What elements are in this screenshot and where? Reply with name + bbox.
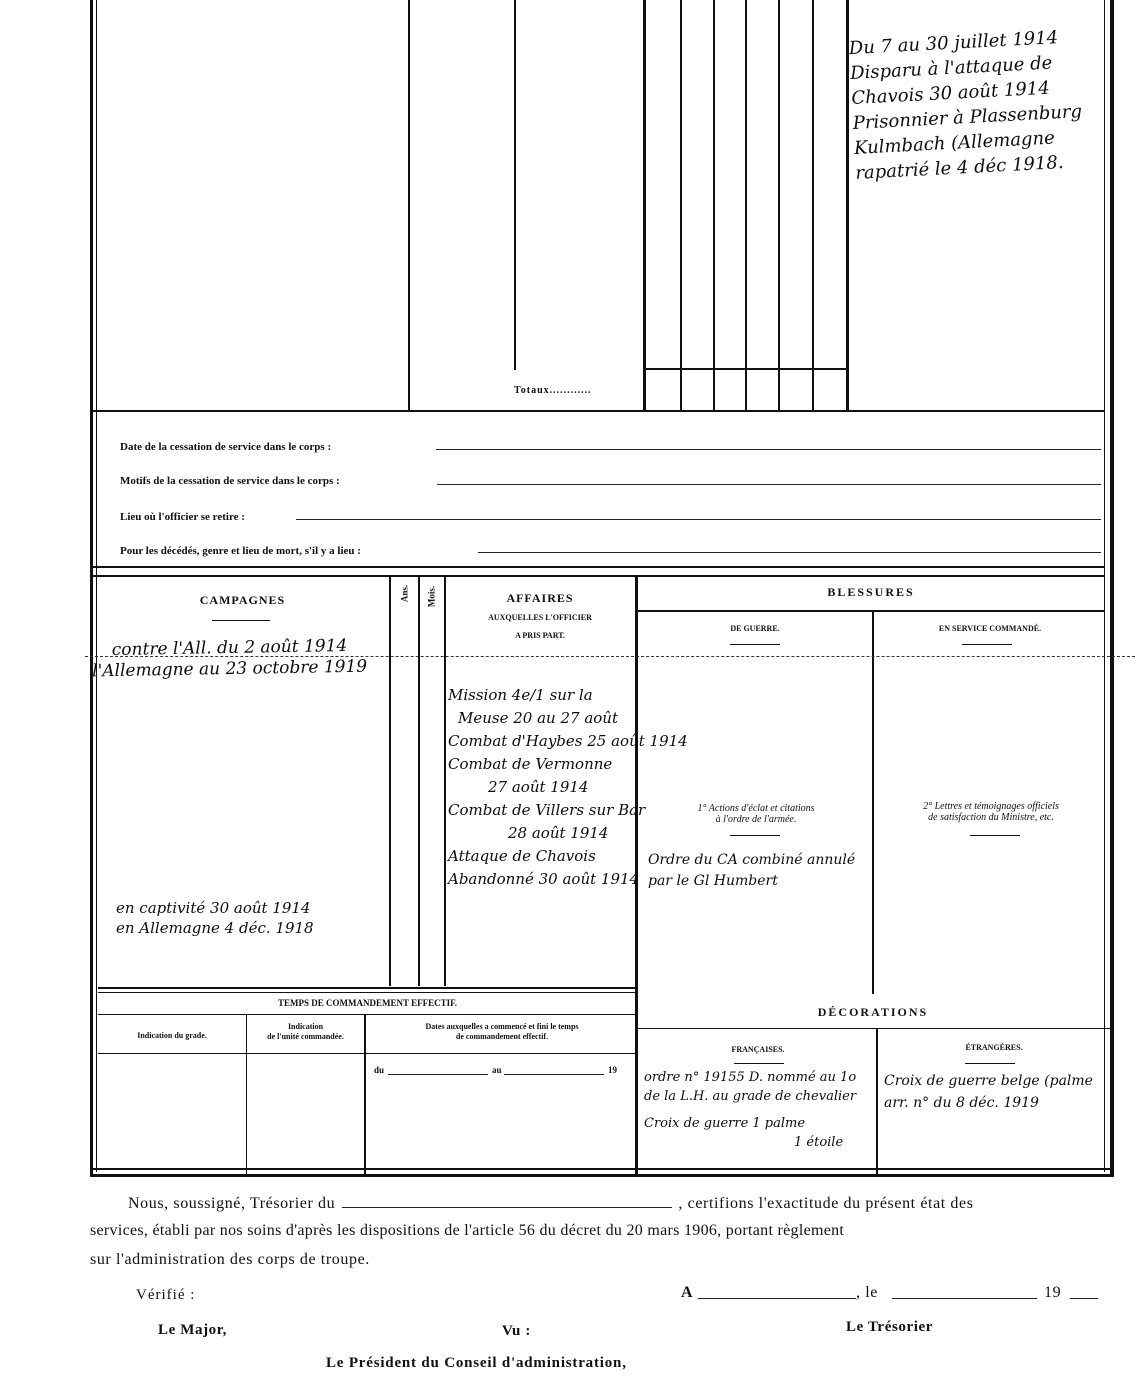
column-line [846,0,849,412]
temps-subheader-divider [98,1053,636,1054]
francaises-note-line: 1 étoile [794,1135,844,1150]
column-line [389,576,391,986]
service-note-line: Chavois 30 août 1914 [850,77,1051,110]
service-note-line: rapatrié le 4 déc 1918. [854,152,1065,184]
affaires-note-line: Combat de Villers sur Bar [448,801,646,819]
column-line [872,612,874,994]
column-line [812,0,814,412]
grade-header: Indication du grade. [137,1031,207,1040]
service-note [848,24,1085,186]
column-line [745,0,747,412]
header-divider [637,610,1105,612]
affaires-note-line: Combat d'Haybes 25 août 1914 [448,732,688,750]
unite-header-line: Indication [287,1022,324,1031]
temps-top-border [98,987,636,989]
le-label: , le [856,1284,878,1301]
etrangeres-note-line: Croix de guerre belge (palme [884,1073,1093,1089]
column-line [514,0,516,370]
column-line [713,0,715,412]
captivity-note-line: en Allemagne 4 déc. 1918 [116,919,314,937]
decorations-divider [637,1028,1112,1029]
affaires-note-line: 27 août 1914 [488,778,589,796]
certification-line-1 [128,1195,974,1213]
year-label: 19 [608,1065,617,1075]
section-divider [93,410,1105,412]
cessation-motifs-label: Motifs de la cessation de service dans le corps : [120,475,340,487]
place-field[interactable] [698,1298,856,1299]
certification-line-3: sur l'administration des corps de troupe. [90,1251,370,1268]
death-info-label: Pour les décédés, genre et lieu de mort, s'il y a lieu : [120,545,361,557]
table-bottom-border-2 [90,1174,1114,1177]
header-rule [962,644,1012,645]
service-note-line: Prisonnier à Plassenburg [852,100,1083,134]
temps-top-border-2 [98,992,636,993]
cessation-date-label: Date de la cessation de service dans le corps : [120,441,332,453]
en-service-header: EN SERVICE COMMANDÉ. [938,624,1042,633]
column-line [643,0,646,412]
lettres-label [875,801,1107,823]
a-label: A [681,1284,694,1301]
outer-right-border [1110,0,1114,1176]
header-rule [212,620,270,621]
de-guerre-header: DE GUERRE. [730,624,780,633]
francaises-note-line: ordre n° 19155 D. nommé au 1o [644,1070,857,1085]
header-rule [730,835,780,836]
affaires-note-line: Attaque de Chavois [448,847,596,865]
decorations-header: DÉCORATIONS [817,1005,929,1019]
dates-header [368,1022,636,1042]
campagnes-header: CAMPAGNES [199,593,286,607]
tresorier-label: Le Trésorier [846,1319,934,1335]
header-rule [730,644,780,645]
certification-line-2: services, établi par nos soins d'après les dispositions de l'article 56 du décret du 20 mars 1906, portant règlement [90,1222,845,1239]
major-label: Le Major, [158,1322,227,1338]
certification-text: Nous, soussigné, Trésorier du [128,1195,336,1212]
campagnes-note [92,636,368,683]
du-field[interactable] [388,1074,488,1075]
service-note-line: Disparu à l'attaque de [849,52,1053,85]
francaises-note [644,1068,856,1152]
actions-note-line: par le Gl Humbert [648,873,778,889]
francaises-note-line: de la L.H. au grade de chevalier [644,1089,857,1104]
dates-header-line: Dates auxquelles a commencé et fini le temps [425,1022,579,1031]
vu-label: Vu : [502,1323,531,1339]
service-note-line: Du 7 au 30 juillet 1914 [848,27,1059,60]
table-bottom-border [93,1168,1113,1170]
actions-label-line: à l'ordre de l'armée. [715,814,797,825]
column-line [418,576,420,986]
du-label: du [374,1065,385,1075]
date-field[interactable] [892,1298,1037,1299]
etrangeres-note-line: arr. n° du 8 déc. 1919 [884,1095,1039,1111]
etrangeres-header: ÉTRANGÈRES. [965,1043,1023,1052]
column-line [246,1015,247,1175]
unite-header-line: de l'unité commandée. [267,1032,344,1041]
actions-note [648,850,855,892]
year-field[interactable] [1070,1298,1098,1299]
column-line [408,0,410,412]
dates-header-line: de commandement effectif. [455,1032,549,1041]
table-top-border-2 [93,575,1105,577]
verifie-label: Vérifié : [136,1287,196,1303]
header-rule [734,1063,784,1064]
blessures-header: BLESSURES [827,585,915,599]
president-label: Le Président du Conseil d'administration, [326,1355,627,1371]
francaises-header: FRANÇAISES. [731,1045,785,1054]
lettres-label-line: 2° Lettres et témoignages officiels [923,801,1059,812]
service-note-line: Kulmbach (Allemagne [853,127,1056,159]
year-label: 19 [1044,1284,1062,1301]
etrangeres-note [884,1070,1093,1114]
header-rule [965,1063,1015,1064]
affaires-note-line: Abandonné 30 août 1914 [448,870,640,888]
temps-header-divider [98,1014,636,1015]
francaises-note-line: Croix de guerre 1 palme [644,1116,806,1131]
affaires-note-line: Combat de Vermonne [448,755,613,773]
actions-note-line: Ordre du CA combiné annulé [648,852,856,868]
affaires-note-line: 28 août 1914 [508,824,609,842]
mois-header: Mois. [426,585,437,608]
affaires-sub-line: AUXQUELLES L'OFFICIER [488,613,592,622]
treasurer-unit-field[interactable] [342,1207,672,1208]
temps-header: TEMPS DE COMMANDEMENT EFFECTIF. [277,998,457,1008]
actions-label-line: 1° Actions d'éclat et citations [697,803,815,814]
unite-header [248,1022,363,1042]
au-field[interactable] [504,1074,604,1075]
death-info-field[interactable] [478,552,1101,553]
column-line [778,0,780,412]
campagnes-note-line: contre l'All. du 2 août 1914 [111,635,348,661]
campagnes-note-line: l'Allemagne au 23 octobre 1919 [92,656,368,682]
ans-header: Ans. [399,584,410,603]
lettres-label-line: de satisfaction du Ministre, etc. [928,812,1054,823]
column-line [364,1015,366,1175]
header-rule [970,835,1020,836]
totals-row-line [645,368,848,370]
captivity-note-line: en captivité 30 août 1914 [116,899,311,917]
affaires-note-line: Meuse 20 au 27 août [458,709,618,727]
affaires-sub [446,612,634,641]
outer-left-border-inner [96,0,97,1172]
outer-left-border [90,0,93,1176]
affaires-sub-line: A PRIS PART. [515,631,565,640]
cessation-motifs-field[interactable] [437,484,1101,485]
retirement-place-field[interactable] [296,519,1101,520]
table-top-border [93,566,1105,568]
retirement-place-label: Lieu où l'officier se retire : [120,511,245,523]
au-label: au [492,1065,502,1075]
outer-right-border-inner [1104,0,1105,1172]
captivity-note [116,898,314,938]
affaires-note-line: Mission 4e/1 sur la [448,686,593,704]
cessation-date-field[interactable] [436,449,1101,450]
column-line [680,0,682,412]
certification-text: , certifions l'exactitude du présent état des [678,1195,974,1212]
totals-label: Totaux............ [514,385,592,396]
affaires-header: AFFAIRES [506,591,574,605]
